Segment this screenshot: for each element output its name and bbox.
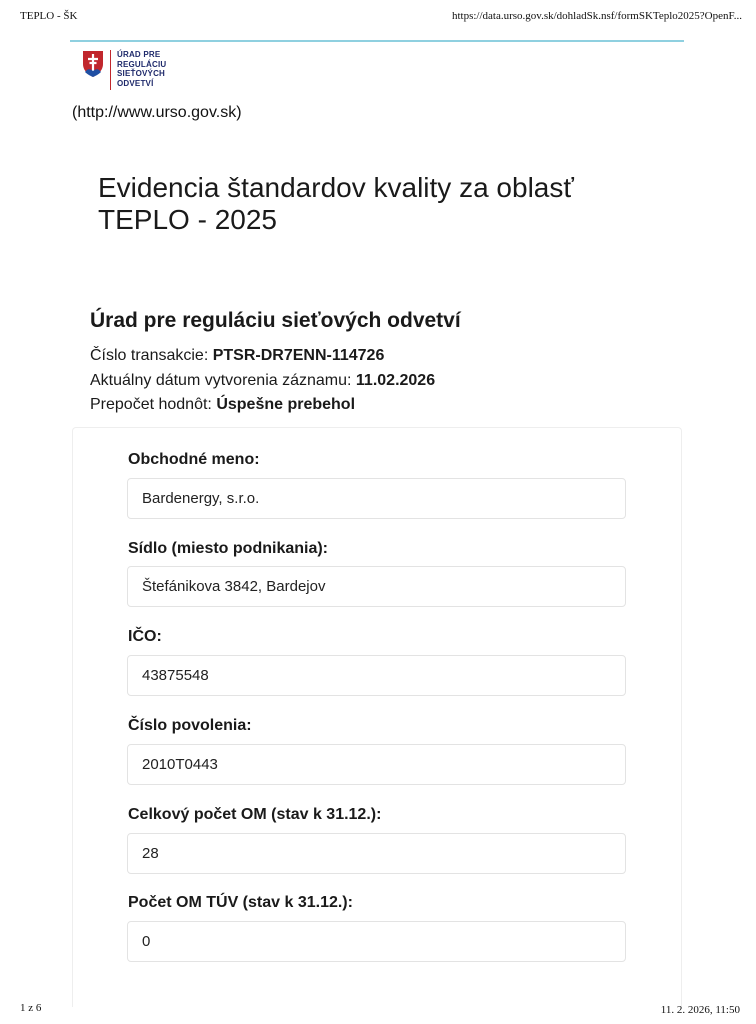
registered-office-label: Sídlo (miesto podnikania): — [128, 540, 329, 557]
license-number-label: Číslo povolenia: — [128, 717, 252, 734]
recalculation-status — [90, 396, 355, 414]
om-tuv-label: Počet OM TÚV (stav k 31.12.): — [128, 894, 353, 911]
recalculation-label: Prepočet hodnôt: — [90, 396, 217, 413]
page-title — [98, 172, 574, 236]
logo-line-3: SIEŤOVÝCH — [117, 69, 166, 78]
print-header-url: https://data.urso.gov.sk/dohladSk.nsf/formSKTeplo2025?OpenF... — [451, 10, 742, 22]
print-header-title: TEPLO - ŠK — [20, 10, 78, 22]
total-om-label: Celkový počet OM (stav k 31.12.): — [128, 806, 382, 823]
urso-logo[interactable] — [82, 50, 166, 90]
om-tuv-field[interactable]: 0 — [127, 921, 626, 962]
header-divider — [70, 40, 684, 42]
business-name-field[interactable]: Bardenergy, s.r.o. — [127, 478, 626, 519]
slovak-coat-of-arms-icon — [82, 50, 104, 78]
logo-separator — [110, 50, 111, 90]
ico-label: IČO: — [128, 628, 162, 645]
transaction-number — [90, 347, 384, 365]
ico-field[interactable]: 43875548 — [127, 655, 626, 696]
record-date — [90, 372, 435, 390]
business-name-label: Obchodné meno: — [128, 451, 260, 468]
site-url-link[interactable]: (http://www.urso.gov.sk) — [72, 104, 242, 121]
logo-text — [117, 50, 166, 88]
print-footer-page: 1 z 6 — [20, 1002, 42, 1014]
page-title-line-1: Evidencia štandardov kvality za oblasť — [98, 172, 574, 203]
total-om-field[interactable]: 28 — [127, 833, 626, 874]
logo-line-4: ODVETVÍ — [117, 78, 154, 88]
transaction-value: PTSR-DR7ENN-114726 — [212, 347, 385, 364]
record-date-value: 11.02.2026 — [355, 372, 436, 389]
logo-line-1: ÚRAD PRE — [117, 50, 161, 59]
print-footer-datetime: 11. 2. 2026, 11:50 — [660, 1004, 740, 1016]
license-number-field[interactable]: 2010T0443 — [127, 744, 626, 785]
organization-heading: Úrad pre reguláciu sieťových odvetví — [90, 309, 461, 332]
registered-office-field[interactable]: Štefánikova 3842, Bardejov — [127, 566, 626, 607]
transaction-label: Číslo transakcie: — [90, 347, 213, 364]
record-date-label: Aktuálny dátum vytvorenia záznamu: — [90, 372, 356, 389]
page-title-line-2: TEPLO - 2025 — [98, 204, 277, 235]
logo-line-2: REGULÁCIU — [117, 59, 167, 69]
recalculation-value: Úspešne prebehol — [216, 396, 356, 413]
